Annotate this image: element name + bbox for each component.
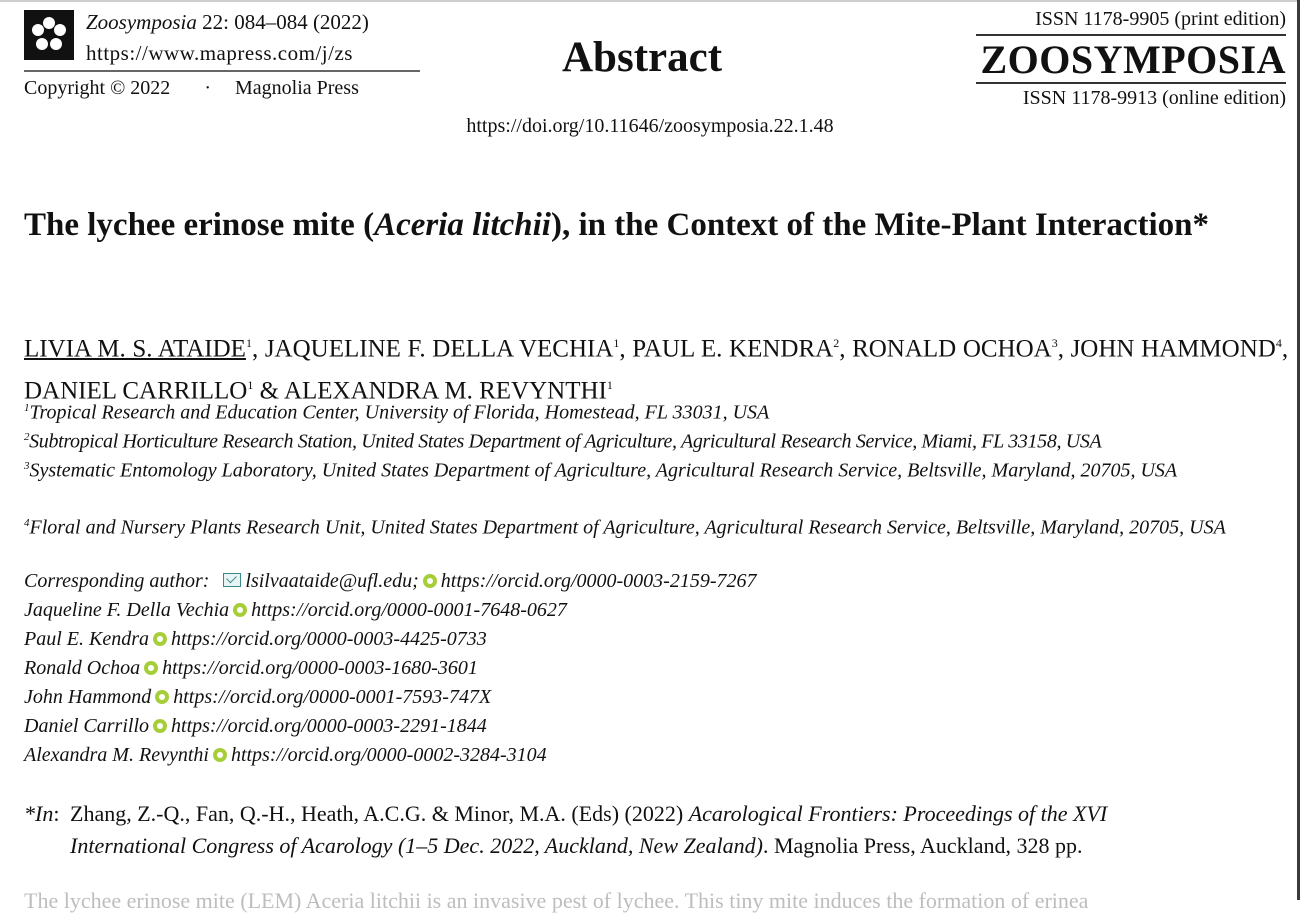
orcid-row <box>24 683 757 712</box>
author-name: DANIEL CARRILLO <box>24 377 248 405</box>
reference-book-title: Acarological Frontiers: Proceedings of the XVI <box>688 801 1108 826</box>
reference-mark <box>24 798 70 830</box>
person-name: Jaqueline F. Della Vechia <box>24 599 230 621</box>
orcid-icon <box>213 748 227 762</box>
orcid-row <box>24 741 757 770</box>
affiliation-sup: 4 <box>24 517 30 529</box>
author-affil-sup: 3 <box>1051 336 1058 350</box>
title-text-start: The lychee erinose mite ( <box>24 207 375 243</box>
author-name: JOHN HAMMOND <box>1070 335 1276 363</box>
orcid-link[interactable]: https://orcid.org/0000-0001-7648-0627 <box>251 599 567 621</box>
orcid-link[interactable]: https://orcid.org/0000-0002-3284-3104 <box>230 744 547 766</box>
publisher-logo <box>24 10 74 60</box>
orcid-row <box>24 712 757 741</box>
flower-logo-icon <box>24 10 74 60</box>
header-divider <box>24 70 420 72</box>
affiliation-sup: 2 <box>24 431 30 443</box>
corresponding-label: Corresponding author: <box>24 570 210 592</box>
journal-citation <box>86 7 369 38</box>
person-name: Alexandra M. Revynthi <box>24 744 209 766</box>
person-name: Ronald Ochoa <box>24 657 141 679</box>
reference-mark-text: *In <box>24 801 54 826</box>
volume-pages: 22: 084–084 (2022) <box>196 10 369 34</box>
affiliation-4 <box>24 509 1288 543</box>
reference-colon: : <box>53 801 60 826</box>
orcid-link[interactable]: https://orcid.org/0000-0001-7593-747X <box>173 686 492 708</box>
email-link[interactable]: lsilvaataide@ufl.edu; <box>245 570 419 592</box>
author-affil-sup: 1 <box>606 378 613 393</box>
copyright-text: Copyright © 2022 <box>24 77 171 99</box>
person-name: Paul E. Kendra <box>24 628 149 650</box>
orcid-link[interactable]: https://orcid.org/0000-0003-4425-0733 <box>171 628 487 650</box>
contact-list <box>24 567 757 770</box>
orcid-icon <box>423 574 437 588</box>
author-name: RONALD OCHOA <box>852 335 1052 363</box>
separator-dot: · <box>204 77 211 99</box>
author-affil-sup: 1 <box>613 336 620 350</box>
title-species-italic: Aceria litchii <box>374 207 551 243</box>
author-affil-sup: 4 <box>1275 336 1282 350</box>
orcid-icon <box>233 603 247 617</box>
author-name: JAQUELINE F. DELLA VECHIA <box>264 335 614 363</box>
orcid-row <box>24 654 757 683</box>
affiliation-text: Tropical Research and Education Center, University of Florida, Homestead, FL 33031, USA <box>29 401 770 424</box>
person-name: Daniel Carrillo <box>24 715 150 737</box>
title-text-end: ), in the Context of the Mite-Plant Interaction* <box>550 207 1210 243</box>
orcid-icon <box>144 661 158 675</box>
orcid-icon <box>155 690 169 704</box>
reference-publisher: . Magnolia Press, Auckland, 328 pp. <box>762 833 1083 858</box>
author-affil-sup: 1 <box>247 378 254 393</box>
author-name: ALEXANDRA M. REVYNTHI <box>283 377 607 405</box>
author-affil-sup: 1 <box>245 336 252 350</box>
affiliation-3 <box>24 452 1288 486</box>
abstract-body-cut-off: The lychee erinose mite (LEM) Aceria litchii is an invasive pest of lychee. This tiny mite induces the formation of erinea <box>24 888 1089 913</box>
orcid-link[interactable]: https://orcid.org/0000-0003-1680-3601 <box>162 657 478 679</box>
orcid-row <box>24 596 757 625</box>
masthead-rule-bottom <box>976 82 1286 84</box>
person-name: John Hammond <box>24 686 152 708</box>
section-label: Abstract <box>562 34 723 81</box>
issn-print: ISSN 1178-9905 (print edition) <box>1035 8 1286 30</box>
article-title <box>24 202 1288 248</box>
orcid-link[interactable]: https://orcid.org/0000-0003-2291-1844 <box>171 715 487 737</box>
reference-editors: Zhang, Z.-Q., Fan, Q.-H., Heath, A.C.G. & Minor, M.A. (Eds) (2022) <box>70 801 689 826</box>
journal-masthead <box>976 6 1286 110</box>
proceedings-reference <box>24 798 1288 862</box>
orcid-icon <box>153 632 167 646</box>
orcid-row <box>24 625 757 654</box>
author-name[interactable]: LIVIA M. S. ATAIDE <box>24 335 246 363</box>
citation-block <box>86 7 369 69</box>
journal-url-link[interactable]: https://www.mapress.com/j/zs <box>86 41 353 65</box>
issn-online: ISSN 1178-9913 (online edition) <box>1022 87 1286 109</box>
affiliation-sup: 3 <box>24 460 30 472</box>
affiliation-text: Floral and Nursery Plants Research Unit, United States Department of Agriculture, Agricultural Research Service, Beltsville, Maryland, 20705, USA <box>29 516 1226 539</box>
doi-link[interactable]: https://doi.org/10.11646/zoosymposia.22.1.48 <box>466 115 834 137</box>
journal-name-italic: Zoosymposia <box>86 10 197 34</box>
journal-title: ZOOSYMPOSIA <box>980 37 1286 82</box>
page-top-border <box>0 0 1300 2</box>
copyright-line <box>24 77 359 100</box>
reference-book-title-cont: International Congress of Acarology (1–5 Dec. 2022, Auckland, New Zealand) <box>70 833 763 858</box>
affiliation-text: Subtropical Horticulture Research Station, United States Department of Agriculture, Agricultural Research Service, Miami, FL 33158, USA <box>29 430 1102 453</box>
orcid-link[interactable]: https://orcid.org/0000-0003-2159-7267 <box>440 570 757 592</box>
affiliation-sup: 1 <box>24 402 30 414</box>
corresponding-author-row <box>24 567 757 596</box>
author-list: LIVIA M. S. ATAIDE$^1$, JAQUELINE F. DELLA VECHIA$^1$, PAUL E. KENDRA$^2$, RONALD OCHOA$^3$, JOHN HAMMOND$^4$, DANIEL CARRILLO$^1$ & ALEXANDRA M. REVYNTHI$^1$ <box>24 335 1289 405</box>
publisher-name: Magnolia Press <box>234 77 359 99</box>
email-icon <box>223 573 241 587</box>
orcid-icon <box>153 719 167 733</box>
affiliation-text: Systematic Entomology Laboratory, United States Department of Agriculture, Agricultural Research Service, Beltsville, Maryland, 20705, USA <box>29 459 1178 482</box>
reference-line-1 <box>24 798 1288 830</box>
reference-line-2 <box>24 830 1288 862</box>
author-affil-sup: 2 <box>833 336 840 350</box>
reference-body <box>70 798 1107 830</box>
masthead-rule-top <box>976 34 1286 36</box>
author-name: PAUL E. KENDRA <box>632 335 834 363</box>
